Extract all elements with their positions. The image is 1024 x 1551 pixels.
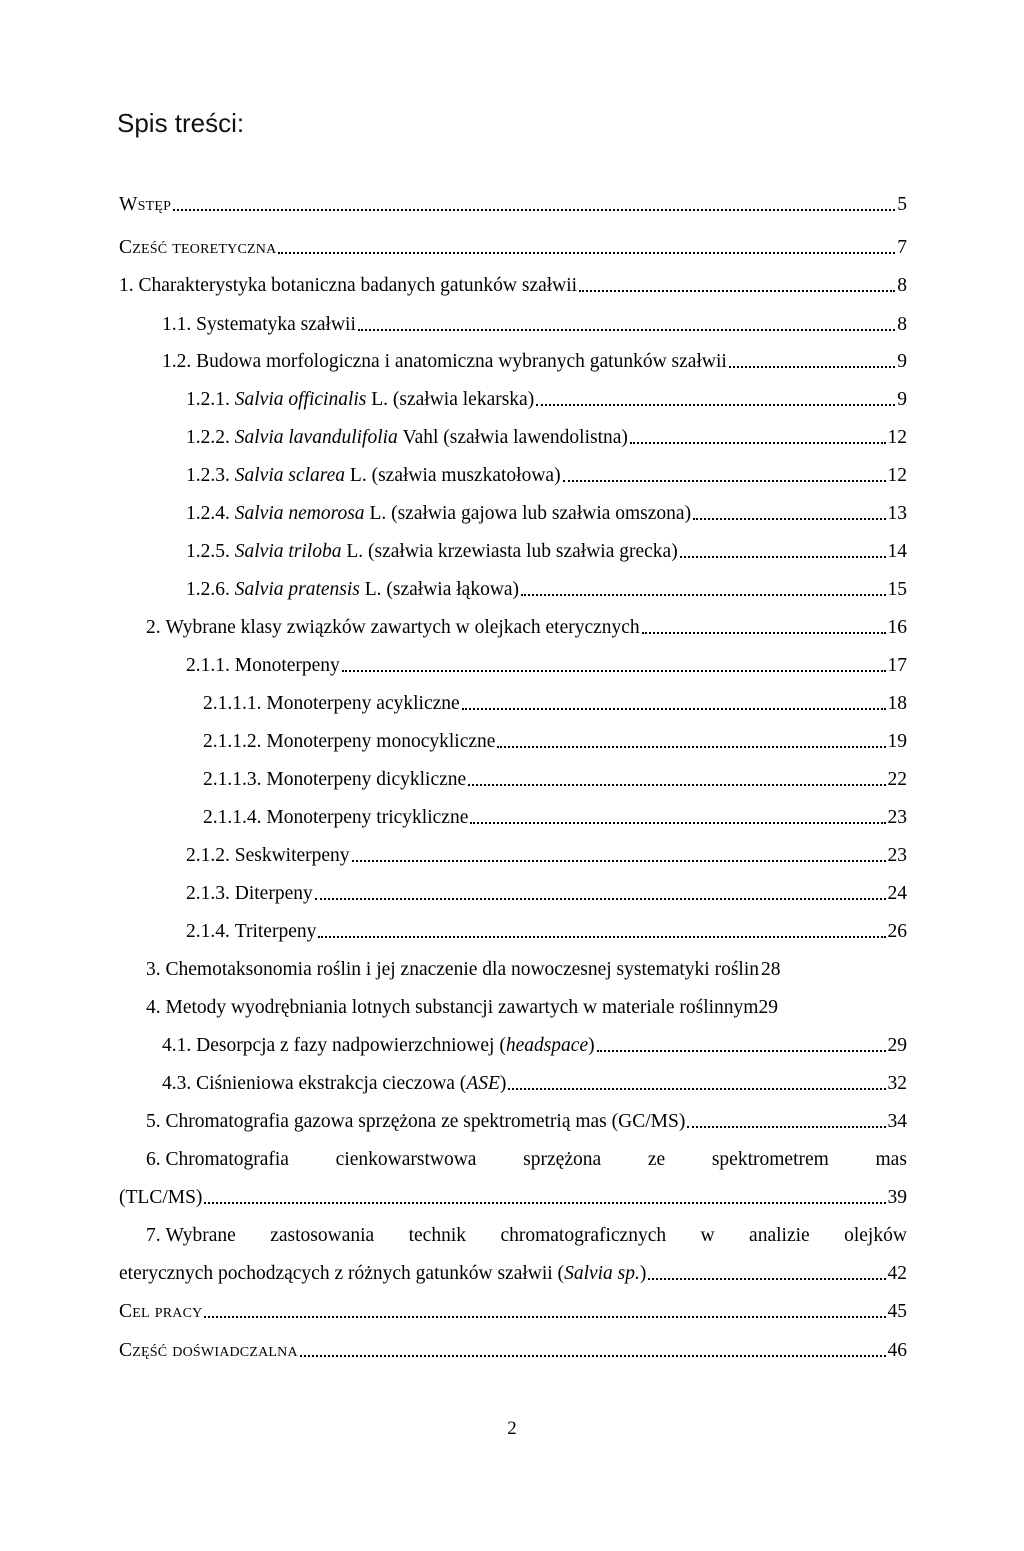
toc-page-number: 32 <box>887 1073 907 1094</box>
toc-entry-species: Salvia sclarea <box>234 465 346 486</box>
toc-entry-number: 1.2.4. <box>186 503 230 524</box>
toc-entry-species: Salvia pratensis <box>234 579 360 600</box>
toc-entry-title: Diterpeny <box>234 883 313 904</box>
toc-page-number: 23 <box>887 807 907 828</box>
toc-page-number: 16 <box>887 617 907 638</box>
toc-entry[interactable] <box>146 993 907 1019</box>
toc-word: mas <box>875 1149 907 1170</box>
page-title: Spis treści: <box>117 108 245 138</box>
toc-entry-species: Salvia officinalis <box>234 389 367 410</box>
toc-page-number: 23 <box>887 845 907 866</box>
toc-entry-number: 2. <box>146 617 161 638</box>
toc-entry-italic: ASE <box>466 1073 500 1094</box>
toc-page-number: 15 <box>887 579 907 600</box>
toc-entry-title: Ciśnieniowa ekstrakcja cieczowa ( <box>196 1073 467 1094</box>
toc-page-number: 28 <box>761 959 781 980</box>
toc-dot-leader <box>597 1050 886 1052</box>
toc-entry-number: 2.1.1.3. <box>203 769 262 790</box>
page-number: 2 <box>507 1418 517 1439</box>
toc-page-number: 34 <box>887 1111 907 1132</box>
toc-word: sprzężona <box>523 1149 602 1170</box>
toc-page-number: 45 <box>887 1301 907 1322</box>
toc-entry-title: Desorpcja z fazy nadpowierzchniowej ( <box>196 1035 506 1056</box>
toc-dot-leader <box>318 936 885 938</box>
toc-entry[interactable] <box>162 347 907 373</box>
toc-entry-title: L. (szałwia gajowa lub szałwia omszona) <box>369 503 692 524</box>
toc-page-number: 17 <box>887 655 907 676</box>
toc-entry-number: 2.1.1. <box>186 655 230 676</box>
toc-entry-title: Charakterystyka botaniczna badanych gatunków szałwii <box>138 275 578 296</box>
toc-entry-line[interactable] <box>146 1145 907 1171</box>
toc-word: cienkowarstwowa <box>335 1149 477 1170</box>
toc-entry-italic: Salvia sp. <box>564 1263 640 1284</box>
toc-entry-number-with-word <box>146 1225 236 1247</box>
toc-entry-number: 7. <box>146 1225 161 1246</box>
toc-dot-leader <box>352 860 886 862</box>
toc-entry[interactable] <box>186 423 907 449</box>
toc-page-number: 46 <box>887 1340 907 1361</box>
toc-entry-title: Seskwiterpeny <box>234 845 350 866</box>
toc-word: Wybrane <box>165 1225 236 1246</box>
toc-word: analizie <box>749 1225 810 1246</box>
toc-entry-title: L. (szałwia lekarska) <box>371 389 535 410</box>
toc-entry[interactable] <box>119 1183 907 1209</box>
toc-entry-number: 4.3. <box>162 1073 192 1094</box>
toc-dot-leader <box>204 1316 885 1318</box>
toc-dot-leader <box>462 708 886 710</box>
toc-page-number: 29 <box>758 997 778 1018</box>
toc-dot-leader <box>687 1126 885 1128</box>
toc-page-number: 12 <box>887 427 907 448</box>
toc-dot-leader <box>358 329 895 331</box>
toc-page-number: 26 <box>887 921 907 942</box>
toc-entry-title: Cel pracy <box>119 1301 203 1322</box>
toc-entry-title: L. (szałwia krzewiasta lub szałwia grecka) <box>346 541 678 562</box>
toc-entry[interactable] <box>162 1069 907 1095</box>
toc-entry-title: Monoterpeny acykliczne <box>266 693 460 714</box>
toc-page-number: 8 <box>897 275 907 296</box>
toc-entry[interactable] <box>186 879 907 905</box>
toc-dot-leader <box>468 784 885 786</box>
toc-entry-number: 1.1. <box>162 314 192 335</box>
toc-entry-number: 1.2.2. <box>186 427 230 448</box>
toc-dot-leader <box>630 442 886 444</box>
toc-entry[interactable] <box>186 917 907 943</box>
toc-entry-italic: headspace <box>505 1035 589 1056</box>
toc-entry-number: 2.1.1.2. <box>203 731 262 752</box>
toc-entry-number: 4.1. <box>162 1035 192 1056</box>
toc-entry[interactable] <box>203 689 907 715</box>
toc-entry-title: Cześć teoretyczna <box>119 237 277 258</box>
toc-entry[interactable] <box>203 765 907 791</box>
toc-entry-line[interactable] <box>146 1221 907 1247</box>
toc-word: ze <box>647 1149 666 1170</box>
toc-dot-leader <box>536 404 895 406</box>
toc-entry-title: Monoterpeny tricykliczne <box>266 807 469 828</box>
toc-entry-title: Wstęp <box>119 194 172 215</box>
toc-entry-title: Vahl (szałwia lawendolistna) <box>402 427 628 448</box>
toc-entry-number: 2.1.2. <box>186 845 230 866</box>
toc-entry-title: Część doświadczalna <box>119 1340 298 1361</box>
toc-entry[interactable] <box>186 461 907 487</box>
toc-dot-leader <box>300 1355 886 1357</box>
toc-dot-leader <box>173 209 895 211</box>
toc-dot-leader <box>521 594 885 596</box>
toc-entry-number: 4. <box>146 997 161 1018</box>
toc-entry[interactable] <box>162 1031 907 1057</box>
toc-entry-title-end: ) <box>588 1035 595 1056</box>
toc-dot-leader <box>642 632 886 634</box>
toc-dot-leader <box>563 480 886 482</box>
toc-entry[interactable] <box>186 385 907 411</box>
toc-entry[interactable] <box>186 499 907 525</box>
toc-dot-leader <box>342 670 886 672</box>
toc-page-number: 19 <box>887 731 907 752</box>
toc-word: spektrometrem <box>711 1149 829 1170</box>
toc-entry[interactable] <box>203 803 907 829</box>
toc-page-number: 5 <box>897 194 907 215</box>
toc-entry[interactable] <box>162 310 907 336</box>
toc-dot-leader <box>508 1088 885 1090</box>
toc-entry[interactable] <box>146 955 907 981</box>
toc-entry[interactable] <box>186 651 907 677</box>
toc-dot-leader <box>204 1202 885 1204</box>
toc-entry-number: 1.2.6. <box>186 579 230 600</box>
toc-entry-number: 2.1.1.1. <box>203 693 262 714</box>
toc-page-number: 8 <box>897 314 907 335</box>
toc-entry[interactable] <box>146 1107 907 1133</box>
toc-entry-number: 1.2.5. <box>186 541 230 562</box>
toc-dot-leader <box>729 366 895 368</box>
toc-entry-title: L. (szałwia łąkowa) <box>364 579 520 600</box>
toc-dot-leader <box>648 1278 885 1280</box>
toc-word: olejków <box>844 1225 907 1246</box>
toc-entry-title: Monoterpeny <box>234 655 340 676</box>
toc-entry-number: 3. <box>146 959 161 980</box>
toc-page-number: 13 <box>887 503 907 524</box>
toc-entry-number: 1.2. <box>162 351 192 372</box>
toc-page-number: 14 <box>887 541 907 562</box>
toc-page-number: 9 <box>897 389 907 410</box>
toc-page-number: 22 <box>887 769 907 790</box>
toc-page-number: 39 <box>887 1187 907 1208</box>
toc-dot-leader <box>315 898 886 900</box>
toc-word: technik <box>408 1225 467 1246</box>
toc-entry[interactable] <box>146 613 907 639</box>
toc-page-number: 12 <box>887 465 907 486</box>
toc-entry-number: 2.1.4. <box>186 921 230 942</box>
toc-entry[interactable] <box>186 575 907 601</box>
toc-page-number: 9 <box>897 351 907 372</box>
toc-entry-title: Chromatografia gazowa sprzężona ze spektrometrią mas (GC/MS) <box>165 1111 686 1132</box>
toc-entry-title: Budowa morfologiczna i anatomiczna wybranych gatunków szałwii <box>196 351 727 372</box>
toc-entry-number: 1. <box>119 275 134 296</box>
toc-entry-title: L. (szałwia muszkatołowa) <box>349 465 561 486</box>
toc-page-number: 29 <box>887 1035 907 1056</box>
toc-entry-number: 1.2.1. <box>186 389 230 410</box>
toc-word: chromatograficznych <box>500 1225 667 1246</box>
toc-dot-leader <box>470 822 885 824</box>
toc-entry[interactable] <box>203 727 907 753</box>
toc-entry-title: Monoterpeny monocykliczne <box>266 731 496 752</box>
toc-entry[interactable] <box>186 841 907 867</box>
toc-entry-species: Salvia lavandulifolia <box>234 427 398 448</box>
toc-entry-title: Metody wyodrębniania lotnych substancji zawartych w materiale roślinnym <box>165 997 759 1018</box>
toc-dot-leader <box>579 290 895 292</box>
toc-entry-species: Salvia triloba <box>234 541 342 562</box>
toc-page-number: 7 <box>897 237 907 258</box>
toc-entry[interactable] <box>119 233 907 259</box>
toc-entry-title: Wybrane klasy związków zawartych w olejkach eterycznych <box>165 617 640 638</box>
toc-entry-number: 5. <box>146 1111 161 1132</box>
toc-entry-title: Triterpeny <box>234 921 317 942</box>
toc-dot-leader <box>693 518 885 520</box>
toc-dot-leader <box>278 252 895 254</box>
toc-page-number: 18 <box>887 693 907 714</box>
toc-entry[interactable] <box>119 271 907 297</box>
toc-word: Chromatografia <box>165 1149 289 1170</box>
toc-dot-leader <box>680 556 886 558</box>
toc-page-number: 42 <box>887 1263 907 1284</box>
toc-entry-number-with-word <box>146 1149 289 1171</box>
toc-entry-number: 2.1.3. <box>186 883 230 904</box>
toc-entry-title: Systematyka szałwii <box>196 314 356 335</box>
toc-entry[interactable] <box>119 1297 907 1323</box>
toc-entry-title-end: ) <box>499 1073 507 1094</box>
toc-entry-number: 6. <box>146 1149 161 1170</box>
toc-entry[interactable] <box>119 190 907 216</box>
toc-word: zastosowania <box>270 1225 375 1246</box>
toc-entry-number: 2.1.1.4. <box>203 807 262 828</box>
toc-word: w <box>700 1225 715 1246</box>
toc-entry[interactable] <box>119 1259 907 1285</box>
toc-entry-species: Salvia nemorosa <box>234 503 365 524</box>
toc-entry-title: Monoterpeny dicykliczne <box>266 769 467 790</box>
toc-entry-title: eterycznych pochodzących z różnych gatunków szałwii ( <box>119 1263 565 1284</box>
toc-entry-title: Chemotaksonomia roślin i jej znaczenie dla nowoczesnej systematyki roślin <box>165 959 760 980</box>
toc-dot-leader <box>497 746 885 748</box>
toc-entry-title-end: ) <box>639 1263 647 1284</box>
toc-entry-number: 1.2.3. <box>186 465 230 486</box>
toc-entry-title: (TLC/MS) <box>119 1187 203 1208</box>
toc-entry[interactable] <box>119 1336 907 1362</box>
toc-entry[interactable] <box>186 537 907 563</box>
toc-page-number: 24 <box>887 883 907 904</box>
